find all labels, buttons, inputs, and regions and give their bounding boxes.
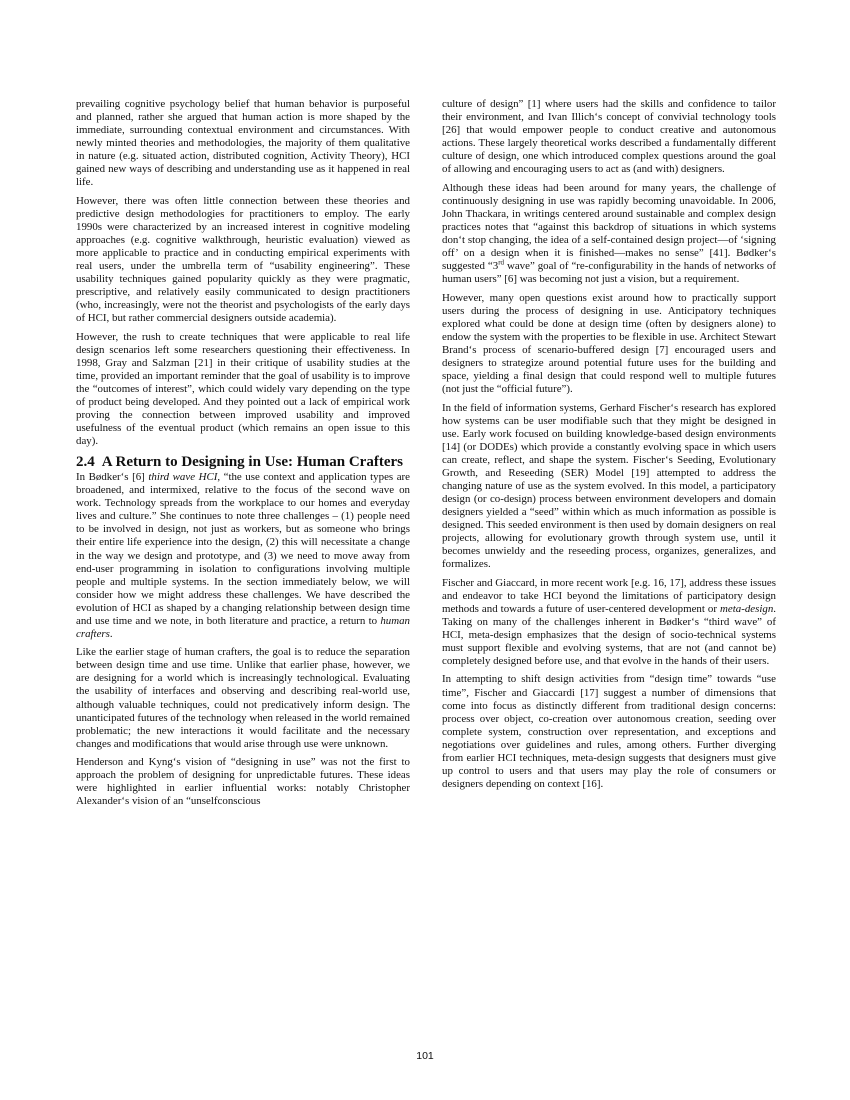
text-run: , “the use context and application types are broadened, and intermixed, relative to the focus of the second wave on work. Technology spreads from the workplace to our homes and everyday lives and culture.” She continues to note three challenges – (1) people need to be involved in design, not just as workers, but as someone who brings their entire life experience into the design, (2) this will necessitate a change in the way we design and prototype, and (3) we need to move away from end-user programming in isolation to configurations involving multiple people and multiple systems. In the section immediately below, we will consider how we might address these challenges. We have described the evolution of HCI as shaped by a changing relationship between design time and use time and we note, in both literature and practice, a return to xyxy=(76,471,410,627)
paragraph: In the field of information systems, Gerhard Fischer‘s research has explored how systems can be user modifiable such that they might be designed in use. Early work focused on building knowledge-based design environments [14] (or DODEs) which provide a constantly evolving space in which users can create, reflect, and shape the system. Fischer‘s Seeding, Evolutionary Growth, and Reseeding (SER) Model [19] attempted to address the changing nature of use as the system evolved. In this model, a participatory design (or co-design) process between environment developers and domain designers yielded a “seed” within which as much information as possible is designed. This seeded environment is then used by domain designers on real projects, allowing for evolutionary growth through system use, until it becomes unwieldy and the reseeding process, organizes, generalizes, and formalizes. xyxy=(442,401,776,571)
left-column xyxy=(76,98,410,814)
paragraph xyxy=(442,182,776,286)
superscript: rd xyxy=(498,258,505,267)
text-run: . Taking on many of the challenges inherent in Bødker‘s “third wave” of HCI, meta-design emphasizes that the design of socio-technical systems must support flexible and evolving systems, that are not (and cannot be) completely designed before use, and that evolve in the hands of their users. xyxy=(442,602,776,667)
text-run: In Bødker‘s [6] xyxy=(76,471,149,484)
page-number: 101 xyxy=(416,1050,434,1062)
text-run: Although these ideas had been around for many years, the challenge of continuously designing in use was rapidly becoming unavoidable. In 2006, John Thackara, in writings centered around sustainable and complex design practices notes that “against this backdrop of situations in which systems don‘t stop changing, the idea of a self-contained design project—of ‘signing off’ on a design when it is finished—makes no sense” [41]. Bødker‘s suggested “3 xyxy=(442,181,776,273)
paragraph: culture of design” [1] where users had the skills and confidence to tailor their environment, and Ivan Illich‘s concept of convivial technology tools [26] that would empower people to conduct creative and autonomous actions. These largely theoretical works described a fundamentally different culture of design, one which introduced complex questions around the goal of allowing and encouraging users to act as (and with) designers. xyxy=(442,98,776,176)
paragraph: prevailing cognitive psychology belief that human behavior is purposeful and planned, rather she argued that human action is more shaped by the immediate, surrounding contextual environment and circumstances. With newly minted theories and methodologies, the majority of them qualitative in nature (e.g. situated action, distributed cognition, Activity Theory), HCI gained new ways of describing and understanding use as it happened in real life. xyxy=(76,98,410,189)
text-run: . xyxy=(109,627,113,640)
paragraph: Henderson and Kyng‘s vision of “designing in use” was not the first to approach the problem of designing for unpredictable futures. These ideas were highlighted in earlier influential works: notably Christopher Alexander‘s vision of an “unselfconscious xyxy=(76,756,410,808)
paragraph xyxy=(442,577,776,668)
section-title: A Return to Designing in Use: Human Crafters xyxy=(101,453,403,470)
text-run: wave” goal of “re-configurability in the hands of networks of human users” [6] was becoming not just a vision, but a requirement. xyxy=(442,260,777,286)
paragraph: Like the earlier stage of human crafters, the goal is to reduce the separation between design time and use time. Unlike that earlier phase, however, we are designing for a world which is increasingly technological. Evaluating the usability of interfaces and observing and describing real-world use, although valuable techniques, could not predicatively inform design. The unanticipated futures of the technology when released in the world remained problematic; the new interactions it would facilitate and the necessary changes and modifications that would arise through use were unknown. xyxy=(76,646,410,750)
italic-text: human crafters xyxy=(76,614,410,640)
paragraph xyxy=(76,471,410,641)
section-number: 2.4 xyxy=(76,453,95,470)
text-run: Fischer and Giaccard, in more recent work [e.g. 16, 17], address these issues and endeavor to take HCI beyond the limitations of participatory design methods and towards a future of user-centered development or xyxy=(442,576,776,615)
italic-text: third wave HCI xyxy=(148,471,218,484)
paragraph: In attempting to shift design activities from “design time” towards “use time”, Fischer and Giaccardi [17] suggest a number of dimensions that come into focus as distinctly different from traditional design concerns: process over object, co-creation over autonomous creation, seeding over complete system, construction over representation, and exceptions and negotiations over guidelines and rules, among others. Further diverging from earlier HCI techniques, meta-design suggests that designers must give up control to users and that users may play the role of consumers or designers depending on context [16]. xyxy=(442,673,776,790)
right-column xyxy=(442,98,776,796)
section-heading xyxy=(76,454,410,472)
paragraph: However, the rush to create techniques that were applicable to real life design scenarios left some researchers questioning their effectiveness. In 1998, Gray and Salzman [21] in their critique of usability studies at the time, provided an important reminder that the goal of usability is to improve the “outcomes of interest”, which could widely vary depending on the type of product being developed. And they pointed out a lack of empirical work proving the connection between improved usability and improved usefulness of the eventual product (which remains an open issue to this day). xyxy=(76,330,410,448)
paragraph: However, there was often little connection between these theories and predictive design methodologies for practitioners to employ. The early 1990s were characterized by an increased interest in cognitive modeling approaches (e.g. cognitive walkthrough, heuristic evaluation) viewed as more applicable to practice and in conducting empirical experiments with real users, under the umbrella term of “usability engineering”. These usability techniques gained popularity quickly as they were pragmatic, prescriptive, and relatively easily communicated to design practitioners (who, increasingly, were not the theorist and psychologists of the early days of HCI, but rather commercial designers outside academia). xyxy=(76,194,410,325)
paragraph: However, many open questions exist around how to practically support users during the process of designing in use. Anticipatory techniques explored what could be done at design time (often by designers alone) to endow the system with the properties to be flexible in use. Architect Stewart Brand‘s process of scenario-buffered design [7] encouraged users and designers to strategize around potential future uses for the building and space, yielding a final design that could respond well to multiple futures (not just the “official future”). xyxy=(442,291,776,395)
italic-text: meta-design xyxy=(720,602,774,615)
